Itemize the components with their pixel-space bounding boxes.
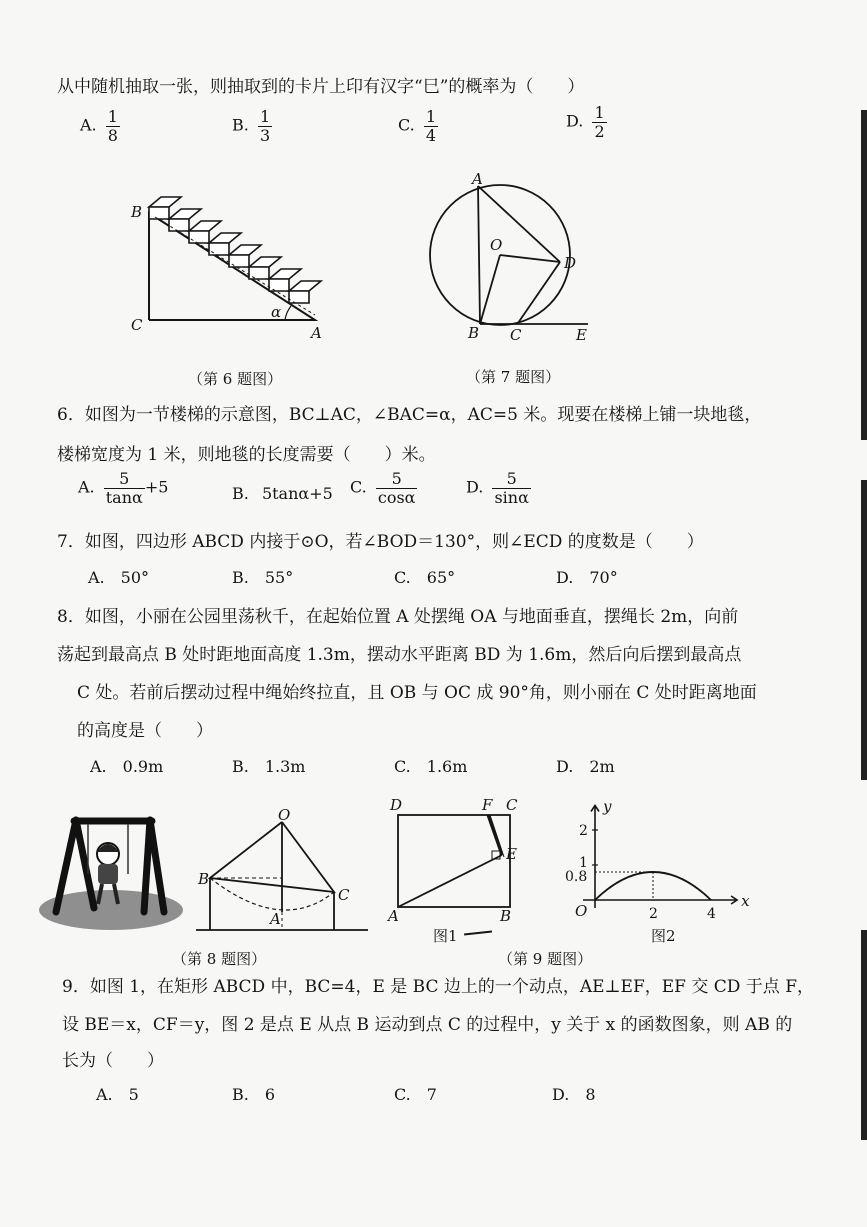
q9-option-b[interactable]: B. 6 [232,1085,276,1104]
fig8-label-a: A [270,910,281,928]
q7-option-d[interactable]: D. 70° [556,568,618,587]
scan-edge-mark [861,110,867,440]
scan-edge-mark [861,930,867,1140]
q6-option-d[interactable]: D. $\frac{5}{\sin\alpha}$ [466,469,529,507]
fraction: $\frac{5}{\sin\alpha}$ [494,469,529,507]
fig7-label-o: O [490,236,503,254]
y-tick-label-1: 1 [579,855,588,871]
q6-stem-line1: 6．如图为一节楼梯的示意图，BC⊥AC，∠BAC=α，AC=5 米。现要在楼梯上铺一块地毯， [57,405,762,425]
fig9-label-d: D [390,796,403,814]
q5-option-b[interactable]: B. $\frac{1}{3}$ [232,107,271,145]
fig9-label-e: E [506,845,517,863]
fig9-caption: （第 9 题图） [498,950,593,968]
fig7-circle-diagram [420,172,620,347]
fig9-rectangle-diagram [388,795,528,925]
q7-option-a[interactable]: A. 50° [88,568,150,587]
q6-option-a[interactable]: A. $\frac{5}{\tan\alpha}$ +5 [78,469,169,507]
q6-option-c[interactable]: C. $\frac{5}{\cos\alpha}$ [350,469,416,507]
fraction: $\frac{1}{4}$ [425,107,437,145]
fig7-label-c: C [510,326,522,344]
fig8-label-c: C [338,886,350,904]
fig9-label-f: F [482,796,493,814]
fraction: $\frac{1}{8}$ [107,107,118,145]
fig8-label-b: B [198,870,210,888]
q9-option-d[interactable]: D. 8 [552,1085,596,1104]
q6-option-b[interactable]: B. 5tanα+5 [232,484,333,503]
fraction: $\frac{5}{\cos\alpha}$ [377,469,416,507]
fig6-staircase-diagram [125,185,345,345]
fraction: $\frac{5}{\tan\alpha}$ [105,469,143,507]
x-axis-label: x [741,892,750,910]
fig8-label-o: O [278,806,291,824]
fraction: $\frac{1}{2}$ [594,103,605,141]
q9-stem-line3: 长为（ ） [62,1051,164,1071]
fig9-label-b: B [500,907,512,925]
q9-stem-line2: 设 BE＝x，CF＝y，图 2 是点 E 从点 B 运动到点 C 的过程中，y 关于 x 的函数图象，则 AB 的 [62,1015,793,1035]
swing-illustration [36,812,186,937]
q8-stem-line2: 荡起到最高点 B 处时距地面高度 1.3m，摆动水平距离 BD 为 1.6m，然后向后摆到最高点 [57,645,742,665]
scan-edge-mark [861,480,867,780]
fig7-label-a: A [472,170,483,188]
fig7-label-d: D [564,254,577,272]
fig7-label-b: B [468,324,480,342]
x-tick-label-4: 4 [707,906,716,922]
fig6-label-b: B [131,203,143,221]
q6-stem-line2: 楼梯宽度为 1 米，则地毯的长度需要（ ）米。 [57,445,436,465]
pen-mark [464,931,492,935]
fig9-label-a: A [388,907,399,925]
q9-option-a[interactable]: A. 5 [96,1085,139,1104]
q9-option-c[interactable]: C. 7 [394,1085,437,1104]
q7-option-c[interactable]: C. 65° [394,568,456,587]
q5-option-a[interactable]: A. $\frac{1}{8}$ [80,107,118,145]
fig9-function-graph [565,795,755,935]
q5-option-d[interactable]: D. $\frac{1}{2}$ [566,103,605,141]
q7-stem: 7．如图，四边形 ABCD 内接于⊙O，若∠BOD＝130°，则∠ECD 的度数是（ ） [57,532,704,552]
y-tick-label-2: 2 [579,823,588,839]
fig7-caption: （第 7 题图） [466,368,561,386]
fig7-label-e: E [576,326,587,344]
fig8-caption: （第 8 题图） [172,950,267,968]
q5-option-c[interactable]: C. $\frac{1}{4}$ [398,107,437,145]
q8-stem-line1: 8．如图，小丽在公园里荡秋千，在起始位置 A 处摆绳 OA 与地面垂直，摆绳长 2m，向前 [57,607,739,627]
fig6-caption: （第 6 题图） [188,370,283,388]
x-tick-label-2: 2 [649,906,658,922]
q7-option-b[interactable]: B. 55° [232,568,294,587]
y-tick-label-0.8: 0.8 [565,869,588,885]
fig6-label-c: C [131,316,143,334]
fraction: $\frac{1}{3}$ [259,107,271,145]
fig9-fig2-caption: 图2 [651,927,676,945]
q8-option-c[interactable]: C. 1.6m [394,757,468,776]
q5-stem: 从中随机抽取一张，则抽取到的卡片上印有汉字“巳”的概率为（ ） [57,77,585,97]
q8-stem-line4: 的高度是（ ） [77,721,213,741]
fig9-fig1-caption: 图1 [433,927,458,945]
origin-label: O [575,902,588,920]
q9-stem-line1: 9．如图 1，在矩形 ABCD 中，BC=4，E 是 BC 边上的一个动点，AE⊥EF，EF 交 CD 于点 F， [62,977,815,997]
q8-option-a[interactable]: A. 0.9m [90,757,164,776]
y-axis-label: y [603,797,612,816]
fig6-label-a: A [311,324,322,342]
fig6-label-alpha: α [271,303,282,321]
q8-option-b[interactable]: B. 1.3m [232,757,306,776]
q8-stem-line3: C 处。若前后摆动过程中绳始终拉直，且 OB 与 OC 成 90°角，则小丽在 C 处时距离地面 [77,683,757,703]
fig9-label-c: C [506,796,518,814]
fig8-swing-diagram [196,806,371,937]
q8-option-d[interactable]: D. 2m [556,757,615,776]
